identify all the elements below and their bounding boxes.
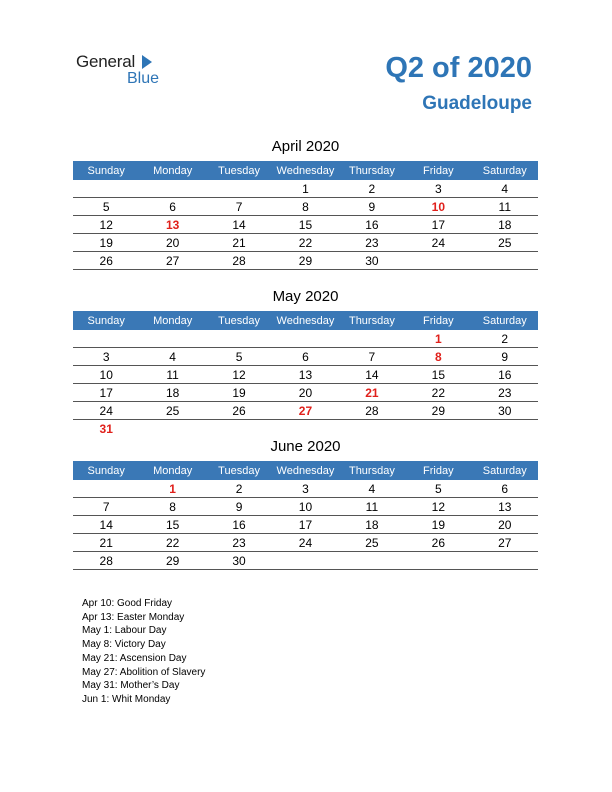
day-cell: 27 xyxy=(139,252,205,270)
empty-day-cell xyxy=(73,180,139,198)
day-cell: 16 xyxy=(339,216,405,234)
day-cell: 31 xyxy=(99,421,113,436)
day-cell: 15 xyxy=(405,366,471,384)
empty-day-cell xyxy=(206,180,272,198)
day-cell: 22 xyxy=(405,384,471,402)
day-cell: 11 xyxy=(139,366,205,384)
week-row xyxy=(73,180,538,198)
week-row xyxy=(73,348,538,366)
week-row xyxy=(73,198,538,216)
day-cell: 16 xyxy=(472,366,538,384)
day-cell: 28 xyxy=(339,402,405,420)
day-cell: 12 xyxy=(206,366,272,384)
holiday-item: Jun 1: Whit Monday xyxy=(82,693,171,705)
weekday-header: Thursday xyxy=(339,461,405,480)
day-cell: 8 xyxy=(139,498,205,516)
week-row xyxy=(73,552,538,570)
day-cell: 25 xyxy=(139,402,205,420)
day-cell: 9 xyxy=(339,198,405,216)
empty-day-cell xyxy=(206,330,272,348)
month-may xyxy=(73,287,538,437)
holiday-item: May 27: Abolition of Slavery xyxy=(82,666,206,678)
day-cell: 12 xyxy=(73,216,139,234)
day-cell: 3 xyxy=(405,180,471,198)
week-row xyxy=(73,402,538,420)
week-row xyxy=(73,384,538,402)
month-title: April 2020 xyxy=(271,138,340,155)
day-cell: 17 xyxy=(73,384,139,402)
day-cell: 17 xyxy=(272,516,338,534)
day-cell: 18 xyxy=(139,384,205,402)
weekday-header: Sunday xyxy=(73,311,139,330)
day-cell: 20 xyxy=(139,234,205,252)
day-cell: 14 xyxy=(73,516,139,534)
week-row xyxy=(73,420,538,438)
day-cell: 13 xyxy=(139,216,205,234)
day-cell: 4 xyxy=(139,348,205,366)
day-cell: 10 xyxy=(73,366,139,384)
month-april xyxy=(73,137,538,270)
day-cell: 21 xyxy=(73,534,139,552)
day-cell: 27 xyxy=(472,534,538,552)
empty-day-cell xyxy=(339,552,405,570)
day-cell: 16 xyxy=(206,516,272,534)
holiday-item: Apr 10: Good Friday xyxy=(82,598,173,609)
day-cell: 6 xyxy=(139,198,205,216)
weekday-header-row xyxy=(73,461,538,480)
day-cell: 26 xyxy=(206,402,272,420)
empty-day-cell xyxy=(405,420,471,438)
month-title: May 2020 xyxy=(272,288,339,305)
logo xyxy=(76,52,176,92)
day-cell: 11 xyxy=(339,498,405,516)
logo-triangle-icon xyxy=(142,55,152,69)
weekday-header: Thursday xyxy=(339,311,405,330)
weekday-header: Wednesday xyxy=(272,461,338,480)
day-cell: 12 xyxy=(405,498,471,516)
empty-day-cell xyxy=(206,420,272,438)
weekday-header: Monday xyxy=(139,461,205,480)
day-cell: 10 xyxy=(272,498,338,516)
empty-day-cell xyxy=(339,420,405,438)
day-cell: 6 xyxy=(472,480,538,498)
day-cell: 13 xyxy=(272,366,338,384)
weekday-header: Tuesday xyxy=(206,311,272,330)
week-row xyxy=(73,330,538,348)
holiday-item: May 1: Labour Day xyxy=(82,625,167,637)
day-cell: 23 xyxy=(339,234,405,252)
day-cell: 14 xyxy=(206,216,272,234)
day-cell: 30 xyxy=(472,402,538,420)
day-cell: 18 xyxy=(472,216,538,234)
empty-day-cell xyxy=(272,330,338,348)
empty-day-cell xyxy=(73,330,139,348)
empty-day-cell xyxy=(472,552,538,570)
weekday-header: Friday xyxy=(405,461,471,480)
day-cell: 14 xyxy=(339,366,405,384)
weekday-header: Wednesday xyxy=(272,161,338,180)
day-cell: 20 xyxy=(472,516,538,534)
day-cell: 28 xyxy=(206,252,272,270)
weekday-header: Tuesday xyxy=(206,461,272,480)
weekday-header: Sunday xyxy=(73,461,139,480)
day-cell: 10 xyxy=(405,198,471,216)
weekday-header: Friday xyxy=(405,161,471,180)
day-cell: 20 xyxy=(272,384,338,402)
weekday-header: Friday xyxy=(405,311,471,330)
day-cell: 24 xyxy=(405,234,471,252)
weekday-header: Sunday xyxy=(73,161,139,180)
day-cell: 19 xyxy=(73,234,139,252)
empty-day-cell xyxy=(139,180,205,198)
day-cell: 23 xyxy=(206,534,272,552)
day-cell: 2 xyxy=(206,480,272,498)
day-cell: 26 xyxy=(73,252,139,270)
day-cell: 22 xyxy=(139,534,205,552)
calendar-table xyxy=(73,161,538,270)
empty-day-cell xyxy=(339,330,405,348)
page-title: Q2 of 2020 xyxy=(385,52,532,84)
day-cell: 5 xyxy=(405,480,471,498)
weekday-header: Wednesday xyxy=(272,311,338,330)
day-cell: 3 xyxy=(272,480,338,498)
day-cell: 15 xyxy=(272,216,338,234)
holiday-item: May 8: Victory Day xyxy=(82,639,166,651)
page-subtitle: Guadeloupe xyxy=(422,93,532,114)
week-row xyxy=(73,216,538,234)
day-cell: 1 xyxy=(139,480,205,498)
weekday-header-row xyxy=(73,311,538,330)
holiday-item: May 21: Ascension Day xyxy=(82,652,187,664)
logo-blue-text: Blue xyxy=(127,70,160,87)
empty-day-cell xyxy=(405,552,471,570)
weekday-header: Monday xyxy=(139,311,205,330)
day-cell: 30 xyxy=(339,252,405,270)
day-cell: 21 xyxy=(206,234,272,252)
day-cell: 5 xyxy=(206,348,272,366)
day-cell: 11 xyxy=(472,198,538,216)
day-cell: 6 xyxy=(272,348,338,366)
day-cell: 30 xyxy=(206,552,272,570)
holiday-item: May 31: Mother’s Day xyxy=(82,680,180,692)
day-cell: 19 xyxy=(206,384,272,402)
empty-day-cell xyxy=(472,420,538,438)
week-row xyxy=(73,480,538,498)
day-cell: 25 xyxy=(339,534,405,552)
day-cell: 18 xyxy=(339,516,405,534)
logo-general-text: General xyxy=(76,52,136,71)
empty-day-cell xyxy=(405,252,471,270)
day-cell: 7 xyxy=(73,498,139,516)
empty-day-cell xyxy=(272,552,338,570)
weekday-header: Monday xyxy=(139,161,205,180)
week-row xyxy=(73,252,538,270)
day-cell: 26 xyxy=(405,534,471,552)
week-row xyxy=(73,516,538,534)
day-cell: 29 xyxy=(405,402,471,420)
weekday-header: Saturday xyxy=(472,311,538,330)
day-cell: 8 xyxy=(272,198,338,216)
day-cell: 21 xyxy=(339,384,405,402)
day-cell: 22 xyxy=(272,234,338,252)
day-cell: 3 xyxy=(73,348,139,366)
week-row xyxy=(73,498,538,516)
month-title: June 2020 xyxy=(270,438,341,455)
week-row xyxy=(73,234,538,252)
day-cell: 9 xyxy=(472,348,538,366)
day-cell: 23 xyxy=(472,384,538,402)
holiday-list xyxy=(82,597,205,707)
day-cell: 13 xyxy=(472,498,538,516)
month-june xyxy=(73,437,538,570)
calendar-table xyxy=(73,311,538,437)
weekday-header-row xyxy=(73,161,538,180)
day-cell: 27 xyxy=(272,402,338,420)
empty-day-cell xyxy=(139,420,205,438)
day-cell: 4 xyxy=(339,480,405,498)
day-cell: 17 xyxy=(405,216,471,234)
day-cell: 25 xyxy=(472,234,538,252)
week-row xyxy=(73,366,538,384)
day-cell: 9 xyxy=(206,498,272,516)
day-cell: 28 xyxy=(73,552,139,570)
day-cell: 4 xyxy=(472,180,538,198)
day-cell: 5 xyxy=(73,198,139,216)
calendar-table xyxy=(73,461,538,570)
day-cell: 24 xyxy=(73,402,139,420)
empty-day-cell xyxy=(139,330,205,348)
day-cell: 7 xyxy=(206,198,272,216)
weekday-header: Tuesday xyxy=(206,161,272,180)
weekday-header: Saturday xyxy=(472,461,538,480)
day-cell: 1 xyxy=(272,180,338,198)
day-cell: 15 xyxy=(139,516,205,534)
day-cell: 29 xyxy=(272,252,338,270)
weekday-header: Saturday xyxy=(472,161,538,180)
day-cell: 1 xyxy=(405,330,471,348)
empty-day-cell xyxy=(272,420,338,438)
empty-day-cell xyxy=(472,252,538,270)
day-cell: 19 xyxy=(405,516,471,534)
day-cell: 2 xyxy=(472,330,538,348)
holiday-item: Apr 13: Easter Monday xyxy=(82,611,185,623)
empty-day-cell xyxy=(73,480,139,498)
day-cell: 29 xyxy=(139,552,205,570)
day-cell: 8 xyxy=(405,348,471,366)
day-cell: 2 xyxy=(339,180,405,198)
weekday-header: Thursday xyxy=(339,161,405,180)
day-cell: 7 xyxy=(339,348,405,366)
day-cell: 24 xyxy=(272,534,338,552)
week-row xyxy=(73,534,538,552)
